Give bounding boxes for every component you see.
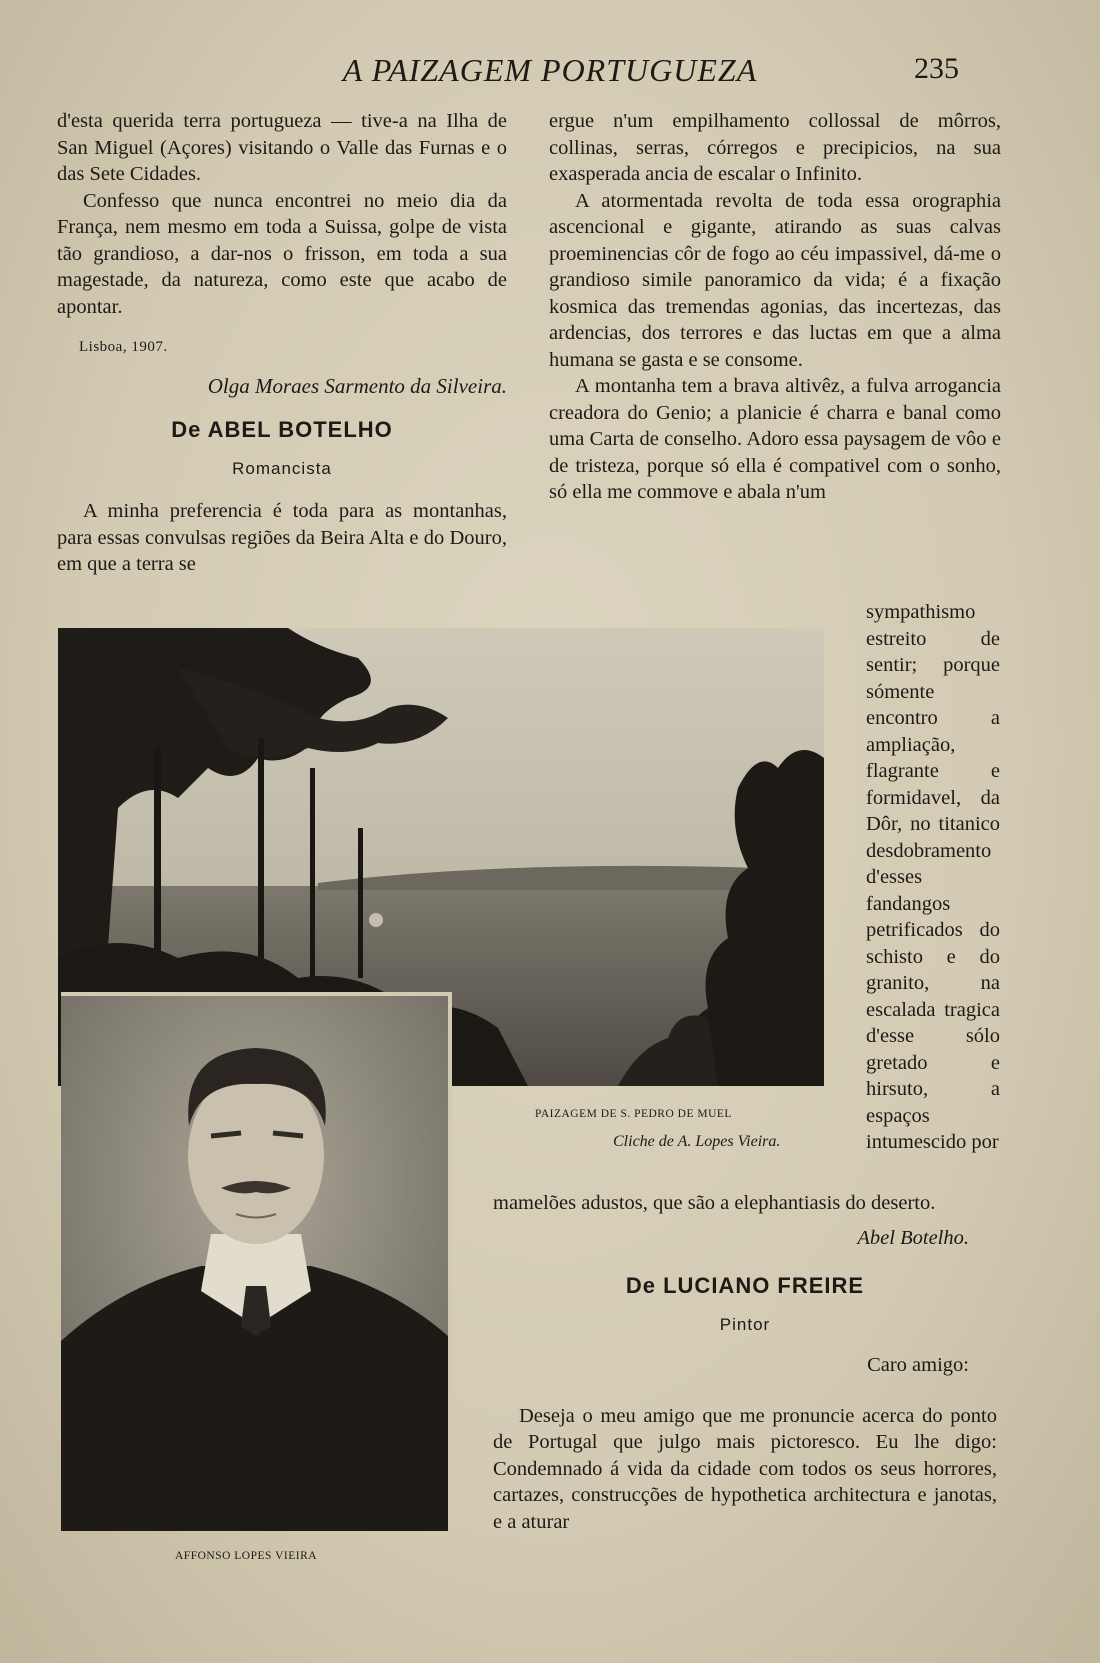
page-number: 235 bbox=[914, 52, 959, 85]
signature-abel-botelho: Abel Botelho. bbox=[857, 1226, 969, 1249]
dateline: Lisboa, 1907. bbox=[79, 339, 168, 355]
salutation: Caro amigo: bbox=[867, 1354, 969, 1376]
left-column bbox=[57, 108, 507, 578]
left-paragraph-1: d'esta querida terra portugueza — tive-a na Ilha de San Miguel (Açores) visitando o Valle das Furnas e o das Sete Cidades. bbox=[57, 110, 507, 185]
left-paragraph-2: Confesso que nunca encontrei no meio dia da França, nem mesmo em toda a Suissa, golpe de vista tão grandioso, a dar-nos o frisson, em toda a sua magestade, da natureza, como este que acabo de apontar. bbox=[57, 189, 507, 318]
right-column bbox=[549, 108, 1001, 506]
heading-luciano-freire: De LUCIANO FREIRE bbox=[625, 1273, 865, 1298]
closing-paragraph: mamelões adustos, que são a elephantiasis do deserto. bbox=[493, 1192, 936, 1214]
signature-olga: Olga Moraes Sarmento da Silveira. bbox=[207, 373, 507, 398]
landscape-credit: Cliche de A. Lopes Vieira. bbox=[613, 1133, 781, 1150]
right-paragraph-1: ergue n'um empilhamento collossal de môrros, collinas, serras, córregos e precipicios, na sua exasperada ancia de escalar o Infinito. bbox=[549, 110, 1001, 185]
narrow-paragraph: sympathismo estreito de sentir; porque sómente encontro a ampliação, flagrante e formidavel, da Dôr, no titanico desdobramento d'esses fandangos petrificados do schisto e do granito, na escalada tragica d'esse sólo gretado e hirsuto, a espaços intumescido por bbox=[866, 601, 1000, 1153]
right-paragraph-2: A atormentada revolta de toda essa orographia ascencional e gigante, atirando as suas calvas proeminencias côr de fogo ao céu impassivel, dá-me o grandioso simile panoramico da vida; é a fixação kosmica das tremendas agonias, das incertezas, das ardencias, dos terrores e das luctas em que a alma humana se gasta e se consome. bbox=[549, 189, 1001, 371]
right-paragraph-3: A montanha tem a brava altivêz, a fulva arrogancia creadora do Genio; a planicie é charra e banal como uma Carta de conselho. Adoro essa paysagem de vôo e de tristeza, porque só ella é compativel com o sonho, só ella me commove e abala n'um bbox=[549, 375, 1001, 503]
heading-abel-botelho: De ABEL BOTELHO bbox=[171, 417, 393, 442]
landscape-caption: PAIZAGEM DE S. PEDRO DE MUEL bbox=[535, 1108, 732, 1120]
portrait-image bbox=[61, 996, 448, 1531]
bottom-right-column bbox=[493, 1190, 997, 1535]
subheading-romancista: Romancista bbox=[232, 458, 332, 478]
portrait-photo bbox=[61, 992, 452, 1531]
luciano-paragraph-1: Deseja o meu amigo que me pronuncie acerca do ponto de Portugal que julgo mais pictoresco. Eu lhe digo: Condemnado á vida da cidade com todos os seus horrores, cartazes, construcções de hypothetica architectura e janotas, e a aturar bbox=[493, 1404, 997, 1533]
subheading-pintor: Pintor bbox=[719, 1314, 771, 1334]
portrait-caption: AFFONSO LOPES VIEIRA bbox=[175, 1550, 318, 1562]
left-paragraph-3: A minha preferencia é toda para as montanhas, para essas convulsas regiões da Beira Alta e do Douro, em que a terra se bbox=[57, 500, 507, 575]
narrow-column bbox=[866, 599, 1000, 1156]
running-title: A PAIZAGEM PORTUGUEZA bbox=[342, 52, 758, 88]
